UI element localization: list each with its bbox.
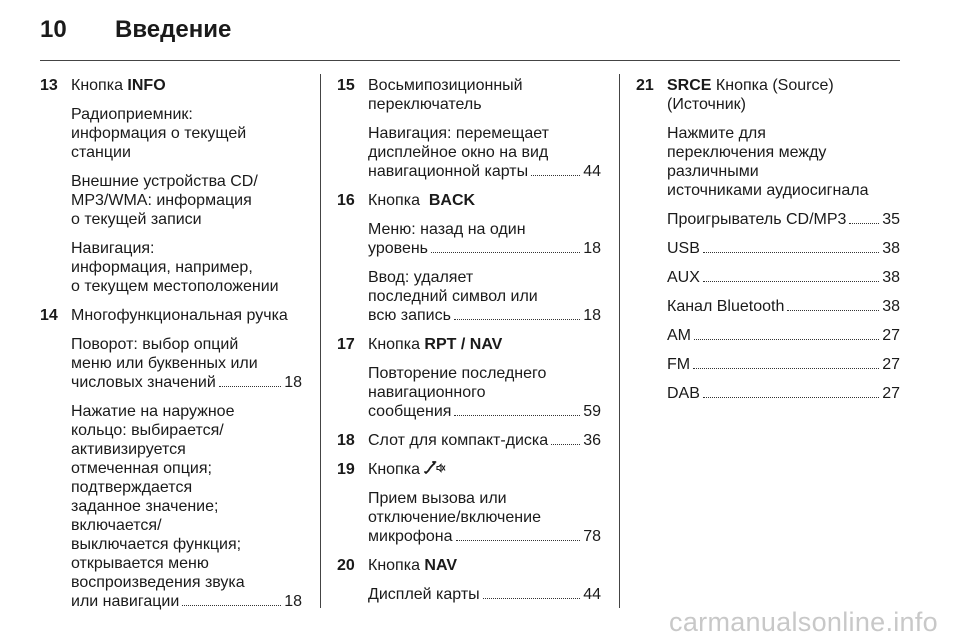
entry-number: 19 (337, 461, 355, 478)
entry-number: 18 (337, 432, 355, 449)
entry-label: Кнопка BACK (368, 192, 476, 209)
entry-number: 15 (337, 77, 355, 94)
column-divider-2 (619, 74, 620, 608)
entry-19 (337, 460, 601, 546)
entry-paragraph: Навигация: перемещает дисплейное окно на вид навигационной карты 44 (368, 125, 601, 180)
entry-paragraph: Нажмите для переключения между различными источниками аудиосигнала (667, 125, 869, 199)
entry-number: 20 (337, 557, 355, 574)
phone-mute-icon (424, 461, 446, 475)
page-ref[interactable]: AUX 38 (667, 269, 900, 286)
page-ref[interactable]: AM 27 (667, 327, 900, 344)
entry-13 (40, 76, 302, 296)
page-ref[interactable]: числовых значений 18 (71, 374, 302, 391)
entry-label: Кнопка INFO (71, 77, 166, 94)
entry-paragraph: Нажатие на наружное кольцо: выбирается/ активизируется отмеченная опция; подтверждается заданное значение; включается/ выключается функция; открывается меню воспроизведения звука или навигации 18 (71, 403, 302, 610)
entry-paragraph: Радиоприемник: информация о текущей станции (71, 106, 247, 161)
page-ref[interactable]: Проигрыватель CD/MP3 35 (667, 211, 900, 228)
entry-paragraph: Прием вызова или отключение/включение микрофона 78 (368, 490, 601, 545)
entry-label: Многофункциональная ручка (71, 307, 288, 324)
entry-paragraph: Внешние устройства CD/ MP3/WMA: информация о текущей записи (71, 173, 258, 228)
page-ref[interactable]: Слот для компакт-диска 36 (368, 432, 601, 449)
entry-number: 21 (636, 77, 654, 94)
entry-16 (337, 191, 601, 325)
column-divider-1 (320, 74, 321, 608)
page-number: 10 (40, 16, 67, 43)
page-ref-list (667, 210, 900, 403)
page-ref[interactable]: FM 27 (667, 356, 900, 373)
page-ref[interactable]: Канал Bluetooth 38 (667, 298, 900, 315)
page-ref[interactable]: DAB 27 (667, 385, 900, 402)
column-2 (337, 76, 601, 614)
entry-15 (337, 76, 601, 181)
page-ref[interactable]: уровень 18 (368, 240, 601, 257)
entry-paragraph: Навигация: информация, например, о текущем местоположении (71, 240, 279, 295)
page-ref[interactable]: USB 38 (667, 240, 900, 257)
page-ref[interactable]: микрофона 78 (368, 528, 601, 545)
entry-paragraph (368, 431, 601, 450)
entry-label: Кнопка RPT / NAV (368, 336, 503, 353)
entry-label: SRCE Кнопка (Source) (Источник) (667, 77, 834, 113)
entry-14 (40, 306, 302, 611)
page-title: Введение (115, 16, 232, 43)
entry-number: 13 (40, 77, 58, 94)
page-ref[interactable]: всю запись 18 (368, 307, 601, 324)
entry-paragraph: Ввод: удаляет последний символ или всю запись 18 (368, 269, 601, 324)
entry-18 (337, 431, 601, 450)
entry-paragraph: Меню: назад на один уровень 18 (368, 221, 601, 257)
header-rule (40, 60, 900, 61)
entry-label: Кнопка (368, 460, 601, 479)
entry-number: 17 (337, 336, 355, 353)
entry-number: 14 (40, 307, 58, 324)
entry-21 (636, 76, 900, 403)
column-1 (40, 76, 302, 621)
page-ref[interactable]: навигационной карты 44 (368, 163, 601, 180)
page-ref[interactable]: или навигации 18 (71, 593, 302, 610)
page-ref[interactable]: Дисплей карты 44 (368, 586, 601, 603)
page-ref[interactable]: сообщения 59 (368, 403, 601, 420)
entry-number: 16 (337, 192, 355, 209)
entry-label: Кнопка NAV (368, 557, 458, 574)
entry-17 (337, 335, 601, 421)
entry-paragraph: Повторение последнего навигационного сообщения 59 (368, 365, 601, 420)
entry-paragraph (368, 585, 601, 604)
entry-paragraph: Поворот: выбор опций меню или буквенных или числовых значений 18 (71, 336, 302, 391)
entry-label: Восьмипозиционный переключатель (368, 77, 523, 113)
watermark: carmanualsonline.info (669, 607, 938, 637)
entry-20 (337, 556, 601, 604)
column-3 (636, 76, 900, 413)
